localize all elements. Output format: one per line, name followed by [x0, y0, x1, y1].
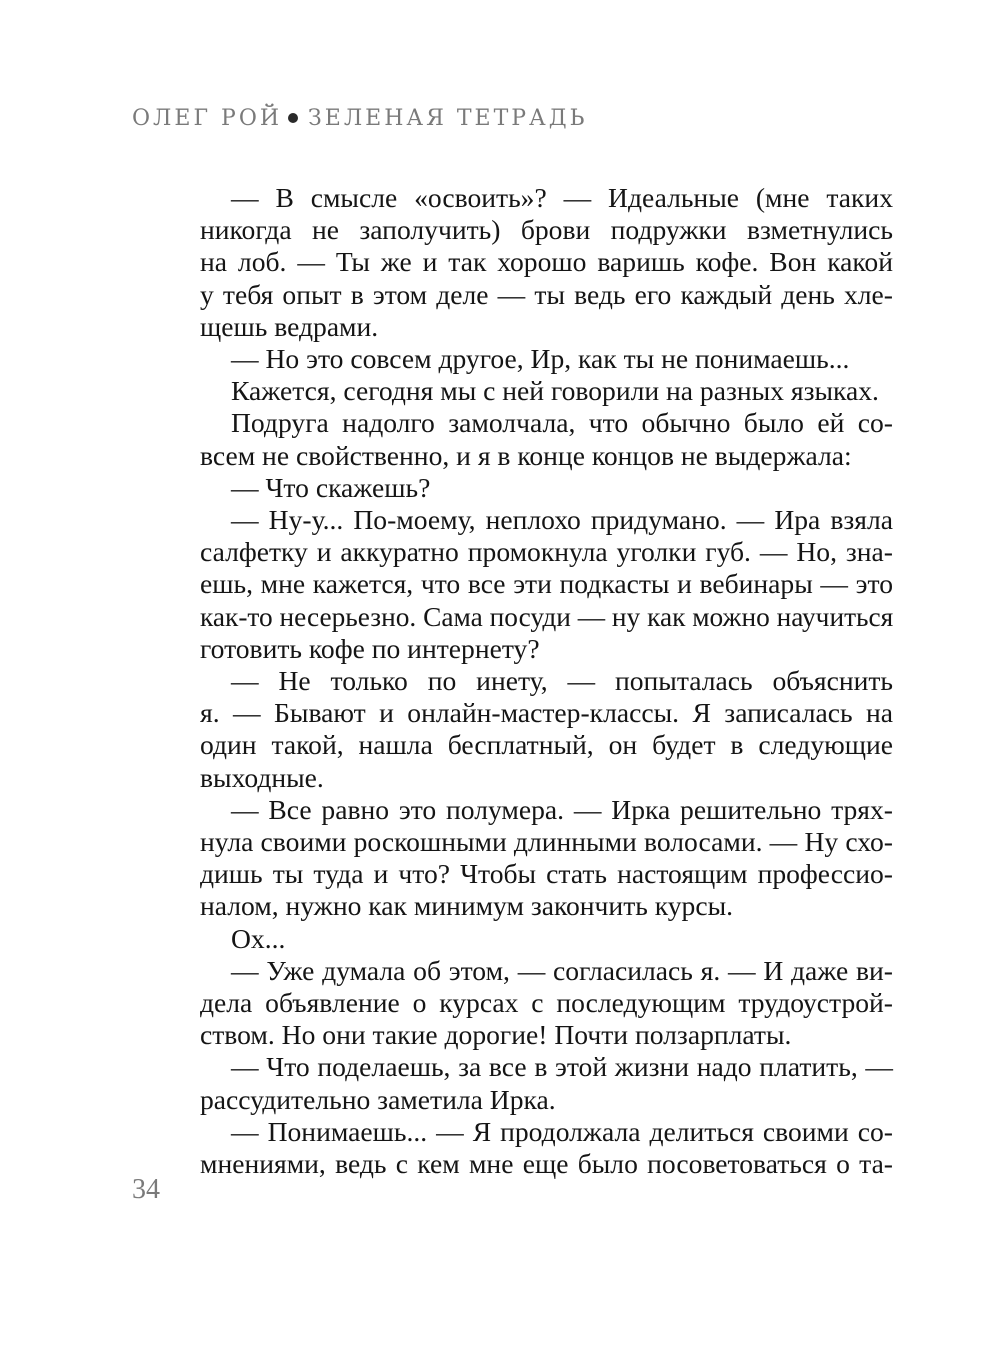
- text-line: мнениями, ведь с кем мне еще было посоветоваться о та-: [200, 1148, 893, 1180]
- text-line: — В смысле «освоить»? — Идеальные (мне таких: [231, 182, 893, 213]
- text-line: у тебя опыт в этом деле — ты ведь его каждый день хле-: [200, 278, 893, 310]
- text-line: готовить кофе по интернету?: [200, 632, 540, 664]
- text-line: — Что поделаешь, за все в этой жизни надо платить, —: [231, 1051, 893, 1083]
- text-line: дела объявление о курсах с последующим трудоустрой-: [200, 987, 893, 1019]
- text-line: — Уже думала об этом, — согласилась я. — И даже ви-: [231, 954, 893, 986]
- text-line: — Не только по инету, — попыталась объяснить: [231, 665, 893, 697]
- text-line: никогда не заполучить) брови подружки взметнулись: [200, 214, 893, 246]
- text-line: Подруга надолго замолчала, что обычно было ей со-: [231, 407, 893, 439]
- text-line: нула своими роскошными длинными волосами. — Ну схо-: [200, 826, 893, 858]
- text-line: рассудительно заметила Ирка.: [200, 1083, 556, 1115]
- text-line: дишь ты туда и что? Чтобы стать настоящим профессио-: [200, 858, 893, 890]
- bullet-separator-icon: [288, 113, 298, 123]
- text-line: щешь ведрами.: [200, 310, 379, 342]
- text-line: как-то несерьезно. Сама посуди — ну как можно научиться: [200, 601, 894, 632]
- text-line: — Понимаешь... — Я продолжала делиться своими со-: [231, 1115, 893, 1147]
- header-book-title: ЗЕЛЕНАЯ ТЕТРАДЬ: [308, 106, 588, 131]
- text-line: салфетку и аккуратно промокнула уголки губ. — Но, зна-: [200, 536, 893, 568]
- page-body-text: [200, 182, 893, 1180]
- header-author: ОЛЕГ РОЙ: [132, 106, 283, 131]
- page-number: 34: [132, 1174, 160, 1205]
- text-line: Ох...: [231, 922, 286, 954]
- text-line: — Ну-у... По-моему, неплохо придумано. — Ира взяла: [231, 504, 893, 536]
- text-line: — Все равно это полумера. — Ирка решительно трях-: [231, 793, 893, 825]
- text-line: ством. Но они такие дорогие! Почти ползарплаты.: [200, 1019, 792, 1051]
- text-line: — Но это совсем другое, Ир, как ты не понимаешь...: [231, 343, 850, 375]
- text-line: Кажется, сегодня мы с ней говорили на разных языках.: [231, 375, 879, 407]
- text-line: всем не свойственно, и я в конце концов не выдержала:: [200, 439, 852, 471]
- running-header: [132, 106, 587, 131]
- text-line: ешь, мне кажется, что все эти подкасты и вебинары — это: [200, 568, 893, 600]
- text-line: налом, нужно как минимум закончить курсы.: [200, 890, 734, 922]
- text-line: выходные.: [200, 761, 324, 793]
- text-line: — Что скажешь?: [231, 471, 431, 503]
- text-line: я. — Бывают и онлайн-мастер-классы. Я записалась на: [200, 697, 893, 729]
- text-line: один такой, нашла бесплатный, он будет в следующие: [200, 729, 893, 761]
- text-line: на лоб. — Ты же и так хорошо варишь кофе. Вон какой: [200, 246, 893, 278]
